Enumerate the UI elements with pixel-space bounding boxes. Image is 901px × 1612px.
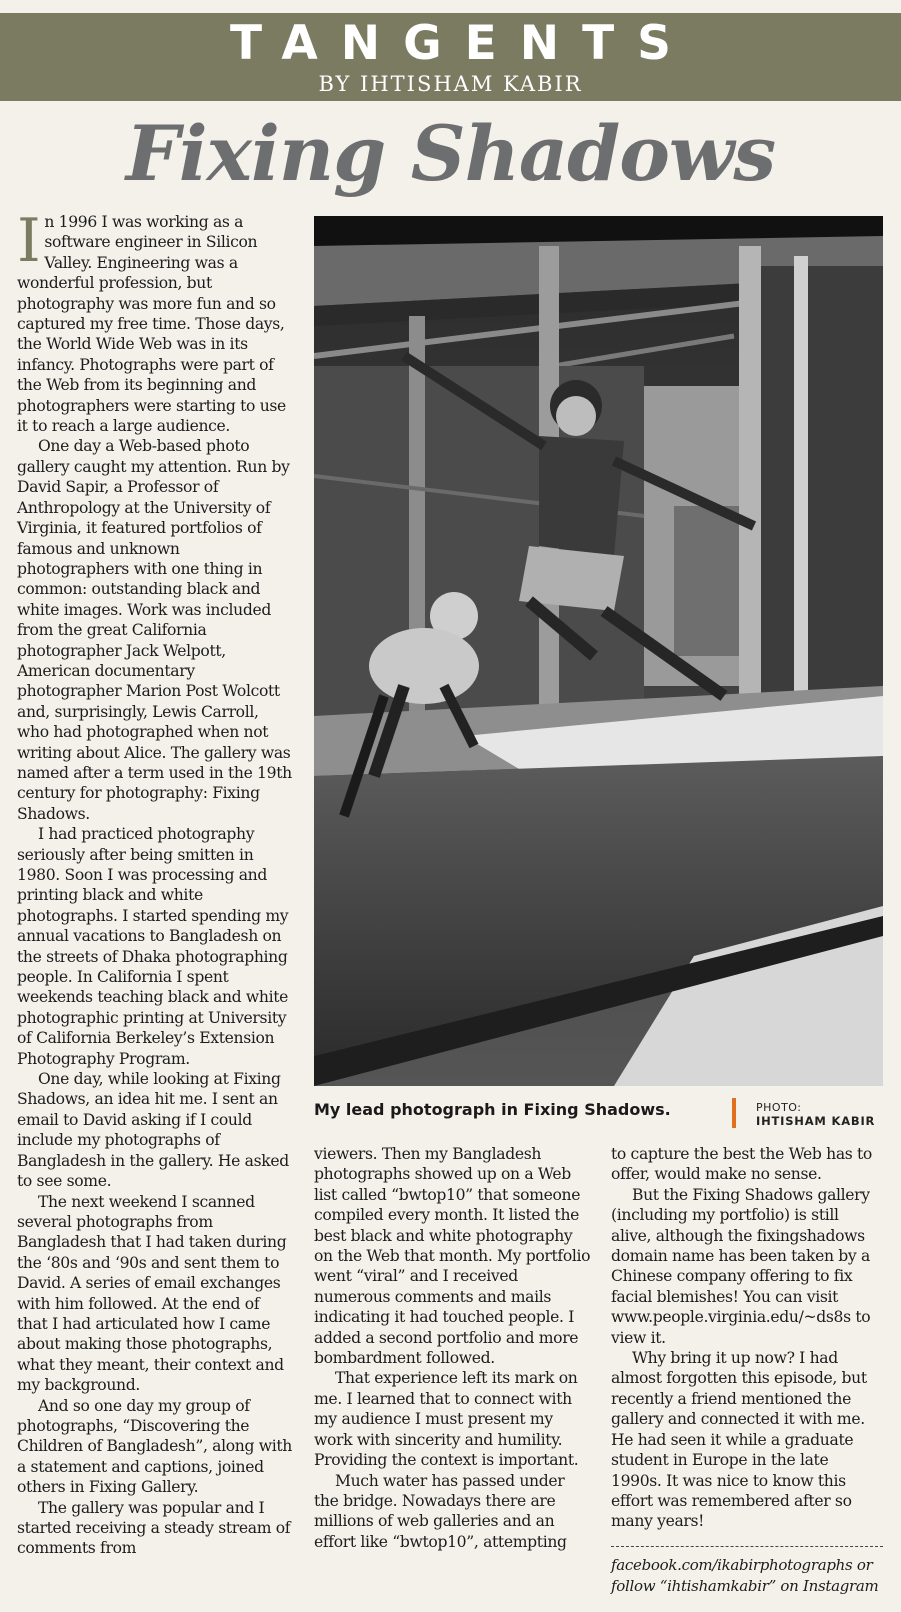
photo-credit-name: IHTISHAM KABIR — [756, 1114, 876, 1128]
byline: BY IHTISHAM KABIR — [318, 72, 583, 96]
paragraph: The next weekend I scanned several photographs from Bangladesh that I had taken during the ‘80s and ‘90s and sent them to David. A series of email exchanges with him followed. At the end of that I had articulated how I came about making those photographs, what they meant, their context and my background. — [17, 1192, 287, 1395]
paragraph: to capture the best the Web has to offer, would make no sense. — [611, 1145, 872, 1184]
instagram-line: follow “ihtishamkabir” on Instagram — [611, 1577, 879, 1595]
photo-illustration — [314, 216, 883, 1086]
drop-cap: I — [17, 206, 41, 276]
article-column-2 — [314, 1144, 592, 1552]
column-title: TANGENTS — [229, 16, 695, 71]
lead-photograph — [314, 216, 883, 1086]
paragraph: One day a Web-based photo gallery caught my attention. Run by David Sapir, a Professor of Anthropology at the University of Virginia, it featured portfolios of famous and unknown photographers with one thing in common: outstanding black and white images. Work was included from the great California photographer Jack Welpott, American documentary photographer Marion Post Wolcott and, surprisingly, Lewis Carroll, who had photographed when not writing about Alice. The gallery was named after a term used in the 19th century for photography: Fixing Shadows. — [17, 437, 292, 823]
paragraph: Much water has passed under the bridge. Nowadays there are millions of web galleries and an effort like “bwtop10”, attempting — [314, 1471, 567, 1551]
paragraph: I had practiced photography seriously after being smitten in 1980. Soon I was processing and printing black and white photographs. I started spending my annual vacations to Bangladesh on the streets of Dhaka photographing people. In California I spent weekends teaching black and white photographic printing at University of California Berkeley’s Extension Photography Program. — [17, 825, 289, 1068]
paragraph: In 1996 I was working as a software engineer in Silicon Valley. Engineering was a wonderful profession, but photography was more fun and so captured my free time. Those days, the World Wide Web was in its infancy. Photographs were part of the Web from its beginning and photographers were starting to use it to reach a large audience. — [17, 206, 286, 436]
social-footer — [611, 1555, 886, 1597]
article-column-3 — [611, 1144, 883, 1532]
footer-divider — [611, 1546, 883, 1547]
credit-accent-bar — [732, 1098, 736, 1128]
paragraph: The gallery was popular and I started receiving a steady stream of comments from — [17, 1498, 291, 1558]
photo-credit-label: PHOTO: — [756, 1101, 802, 1114]
article-headline: Fixing Shadows — [125, 109, 776, 198]
paragraph: viewers. Then my Bangladesh photographs showed up on a Web list called “bwtop10” that someone compiled every month. It listed the best black and white photography on the Web that month. My portfolio went “viral” and I received numerous comments and mails indicating it had touched people. I added a second portfolio and more bombardment followed. — [314, 1145, 591, 1368]
paragraph: But the Fixing Shadows gallery (including my portfolio) is still alive, although the fixingshadows domain name has been taken by a Chinese company offering to fix facial blemishes! You can visit www.people.virginia.edu/~ds8s to view it. — [611, 1185, 871, 1347]
paragraph: That experience left its mark on me. I learned that to connect with my audience I must present my work with sincerity and humility. Providing the context is important. — [314, 1369, 579, 1470]
paragraph: And so one day my group of photographs, “Discovering the Children of Bangladesh”, along with a statement and captions, joined others in Fixing Gallery. — [17, 1396, 292, 1497]
photo-caption: My lead photograph in Fixing Shadows. — [314, 1100, 671, 1119]
paragraph: One day, while looking at Fixing Shadows, an idea hit me. I sent an email to David asking if I could include my photographs of Bangladesh in the gallery. He asked to see some. — [17, 1070, 289, 1191]
paragraph: Why bring it up now? I had almost forgotten this episode, but recently a friend mentioned the gallery and connected it with me. He had seen it while a graduate student in Europe in the late 1990s. It was nice to know this effort was remembered after so many years! — [611, 1349, 867, 1531]
facebook-line: facebook.com/ikabirphotographs or — [611, 1556, 873, 1574]
masthead-banner — [0, 13, 901, 101]
article-column-1 — [17, 206, 293, 1559]
